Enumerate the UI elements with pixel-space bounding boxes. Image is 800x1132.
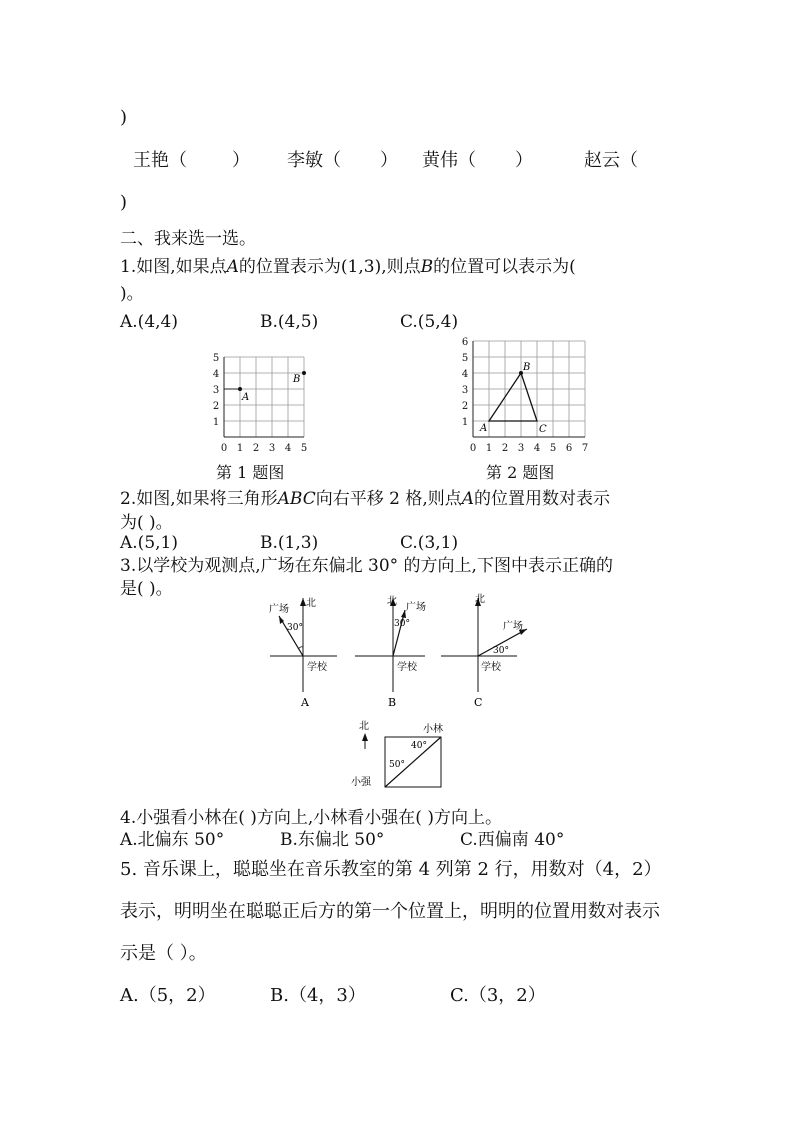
q4-option-b: B.东偏北 50° [280, 830, 385, 850]
q1-option-a: A.(4,4) [120, 312, 178, 332]
compass-a-label: A [301, 696, 309, 709]
q2-part-c: 的位置用数对表示 [474, 489, 611, 509]
fig1-ytick: 1 [212, 417, 220, 428]
q1-close: )。 [120, 284, 144, 304]
q1-part-b: 的位置表示为(1,3),则点 [238, 257, 421, 277]
q2-point-a: A [461, 489, 475, 509]
fig2-label-c: C [539, 424, 547, 435]
fig1-label-b: B [293, 374, 301, 385]
q1-option-b: B.(4,5) [260, 312, 319, 332]
paren-line-2: ) [120, 192, 128, 213]
fig2-xtick: 7 [581, 443, 589, 454]
question-2 [120, 489, 610, 509]
compass-a-plaza: 广场 [269, 604, 289, 615]
fig2-ytick: 6 [461, 337, 469, 348]
compass-b [355, 595, 426, 709]
section-title: 二、我来选一选。 [120, 229, 256, 249]
compass-b-label: B [388, 696, 397, 709]
fig4-xiaoqiang: 小强 [351, 777, 371, 788]
figure-3-compasses [265, 592, 530, 710]
q5-option-a: A.（5，2） [120, 985, 216, 1006]
compass-c-angle: 30° [493, 646, 509, 656]
q5-option-c: C.（3，2） [450, 985, 546, 1006]
q2-close: 为( )。 [120, 513, 173, 533]
fig1-ytick: 3 [212, 385, 220, 396]
fig2-xtick: 3 [517, 443, 525, 454]
compass-c-north: 北 [475, 594, 485, 605]
fig2-xtick: 4 [533, 443, 541, 454]
name-wangyan: 王艳（ [133, 150, 187, 171]
fig4-north: 北 [359, 721, 369, 732]
figure-2-grid [455, 335, 595, 460]
compass-a-school: 学校 [307, 662, 327, 673]
q2-option-a: A.(5,1) [120, 533, 178, 553]
fig2-label-a: A [480, 423, 488, 434]
question-1 [120, 257, 576, 277]
name-zhaoyun: 赵云（ [584, 150, 638, 171]
q2-part-a: 2.如图,如果将三角形 [120, 489, 278, 509]
name-limin: 李敏（ [287, 150, 341, 171]
q3-close: 是( )。 [120, 579, 173, 599]
compass-c-plaza: 广场 [503, 621, 523, 632]
fig2-xtick: 0 [469, 443, 477, 454]
q5-option-b: B.（4，3） [270, 985, 366, 1006]
fig2-xtick: 2 [501, 443, 509, 454]
compass-c-label: C [474, 696, 483, 709]
q1-point-a: A [226, 257, 239, 277]
fig1-ytick: 4 [212, 369, 220, 380]
paren-close-1: ） [232, 150, 250, 171]
paren-close-2: ） [380, 150, 398, 171]
q2-option-c: C.(3,1) [400, 533, 459, 553]
compass-c [441, 593, 527, 709]
fig2-xtick: 6 [565, 443, 573, 454]
q4-option-a: A.北偏东 50° [120, 830, 225, 850]
fig2-ytick: 1 [461, 417, 469, 428]
fig1-ytick: 5 [212, 353, 220, 364]
fig4-angle-40: 40° [411, 741, 427, 751]
compass-c-school: 学校 [481, 662, 501, 673]
q5-line-3: 示是（ ）。 [120, 943, 207, 964]
figure-2-caption: 第 2 题图 [486, 463, 555, 482]
q1-point-b: B [420, 257, 434, 277]
name-huangwei: 黄伟（ [422, 150, 476, 171]
figure-4-rectangle [345, 715, 455, 795]
q2-part-b: 向右平移 2 格,则点 [315, 489, 462, 509]
question-5: 5. 音乐课上，聪聪坐在音乐教室的第 4 列第 2 行，用数对（4，2） [120, 859, 662, 880]
compass-a [269, 597, 337, 709]
question-3: 3.以学校为观测点,广场在东偏北 30° 的方向上,下图中表示正确的 [120, 556, 613, 576]
paren-close-3: ） [515, 150, 533, 171]
q2-option-b: B.(1,3) [260, 533, 319, 553]
fig2-xtick: 5 [549, 443, 557, 454]
compass-b-angle: 30° [394, 619, 410, 629]
compass-a-angle: 30° [287, 623, 303, 633]
fig1-xtick: 0 [220, 443, 228, 454]
q1-option-c: C.(5,4) [400, 312, 459, 332]
figure-1-caption: 第 1 题图 [216, 463, 285, 482]
q1-part-a: 1.如图,如果点 [120, 257, 227, 277]
fig1-xtick: 4 [284, 443, 292, 454]
fig1-xtick: 5 [300, 443, 308, 454]
paren-line-1: ) [120, 107, 128, 128]
fig1-label-a: A [242, 392, 250, 403]
fig1-xtick: 2 [252, 443, 260, 454]
fig2-ytick: 4 [461, 369, 469, 380]
fig4-xiaolin: 小林 [423, 724, 443, 735]
q5-line-2: 表示，明明坐在聪聪正后方的第一个位置上，明明的位置用数对表示 [120, 901, 660, 922]
fig1-ytick: 2 [212, 401, 220, 412]
fig4-angle-50: 50° [389, 760, 405, 770]
compass-b-plaza: 广场 [406, 602, 426, 613]
fig1-xtick: 1 [236, 443, 244, 454]
compass-b-school: 学校 [397, 662, 417, 673]
fig2-ytick: 3 [461, 385, 469, 396]
fig1-xtick: 3 [268, 443, 276, 454]
q2-triangle: ABC [277, 489, 316, 509]
q4-option-c: C.西偏南 40° [460, 830, 565, 850]
q1-part-c: 的位置可以表示为( [433, 257, 576, 277]
fig2-ytick: 5 [461, 353, 469, 364]
fig2-ytick: 2 [461, 401, 469, 412]
fig2-xtick: 1 [485, 443, 493, 454]
question-4: 4.小强看小林在( )方向上,小林看小强在( )方向上。 [120, 808, 502, 828]
figure-1-grid [200, 345, 330, 460]
compass-a-north: 北 [306, 598, 316, 609]
compass-b-north: 北 [387, 596, 397, 607]
fig2-label-b: B [523, 362, 531, 373]
